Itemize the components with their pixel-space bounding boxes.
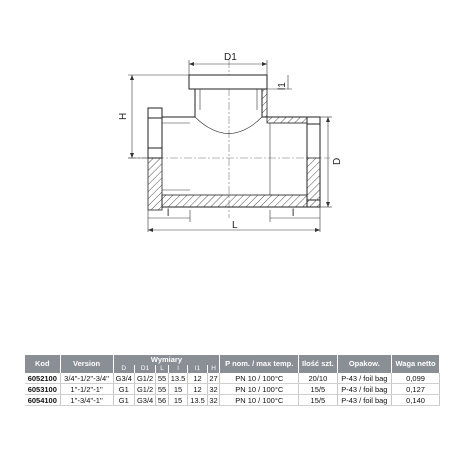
cell-kod: 6052100 xyxy=(25,373,60,384)
dim-label-l-left: l xyxy=(167,208,170,219)
cell-kod: 6053100 xyxy=(25,384,60,395)
subheader-d1: D1 xyxy=(134,365,155,373)
cell-d1: G1/2 xyxy=(134,384,155,395)
cell-d: G1 xyxy=(113,384,134,395)
dim-label-length: L xyxy=(232,220,238,231)
subheader-d: D xyxy=(113,365,134,373)
dim-label-l-right: l xyxy=(292,208,295,219)
cell-l1: 13.5 xyxy=(188,395,207,406)
header-version: Version xyxy=(60,355,113,373)
header-kod: Kod xyxy=(25,355,60,373)
cell-d: G3/4 xyxy=(113,373,134,384)
cell-l-small: 15 xyxy=(168,395,187,406)
cell-l1: 12 xyxy=(188,373,207,384)
cell-ilosc: 20/10 xyxy=(299,373,337,384)
cell-version: 3/4''-1/2''-3/4'' xyxy=(60,373,113,384)
tee-body xyxy=(148,75,320,207)
table-row xyxy=(25,384,440,395)
cell-d1: G3/4 xyxy=(134,395,155,406)
cell-h: 27 xyxy=(207,373,220,384)
cell-waga: 0,127 xyxy=(392,384,440,395)
cell-l: 55 xyxy=(156,373,169,384)
thread-lines xyxy=(162,89,307,195)
cell-l-small: 13.5 xyxy=(168,373,187,384)
cell-ilosc: 15/5 xyxy=(299,384,337,395)
cell-l1: 12 xyxy=(188,384,207,395)
cell-waga: 0,140 xyxy=(392,395,440,406)
header-waga: Waga netto xyxy=(392,355,440,373)
cell-l: 55 xyxy=(156,384,169,395)
cell-opakow: P-43 / foil bag xyxy=(337,395,392,406)
header-pnom: P nom. / max temp. xyxy=(220,355,299,373)
dim-label-d1: D1 xyxy=(224,52,237,63)
dim-label-d: D xyxy=(332,157,343,165)
table-row xyxy=(25,395,440,406)
subheader-l1: l1 xyxy=(188,365,207,373)
cell-pnom: PN 10 / 100°C xyxy=(220,384,299,395)
cell-l: 56 xyxy=(156,395,169,406)
cell-l-small: 15 xyxy=(168,384,187,395)
cell-ilosc: 15/5 xyxy=(299,395,337,406)
header-wymiary: Wymiary xyxy=(113,355,220,365)
cell-pnom: PN 10 / 100°C xyxy=(220,395,299,406)
cell-d: G1 xyxy=(113,395,134,406)
cell-pnom: PN 10 / 100°C xyxy=(220,373,299,384)
cell-waga: 0,099 xyxy=(392,373,440,384)
section-hatching xyxy=(148,89,320,210)
spec-table xyxy=(25,355,440,406)
cell-opakow: P-43 / foil bag xyxy=(337,384,392,395)
dim-label-l1: l1 xyxy=(277,82,288,90)
cell-h: 32 xyxy=(207,395,220,406)
cell-kod: 6054100 xyxy=(25,395,60,406)
subheader-l: L xyxy=(156,365,169,373)
subheader-l-small: l xyxy=(168,365,187,373)
cell-d1: G1/2 xyxy=(134,373,155,384)
header-ilosc: Ilość szt. xyxy=(299,355,337,373)
cell-version: 1''-3/4''-1'' xyxy=(60,395,113,406)
dim-label-h: H xyxy=(118,112,129,120)
subheader-h: H xyxy=(207,365,220,373)
table-row xyxy=(25,373,440,384)
cell-version: 1''-1/2''-1'' xyxy=(60,384,113,395)
cell-opakow: P-43 / foil bag xyxy=(337,373,392,384)
cell-h: 32 xyxy=(207,384,220,395)
header-opakow: Opakow. xyxy=(337,355,392,373)
